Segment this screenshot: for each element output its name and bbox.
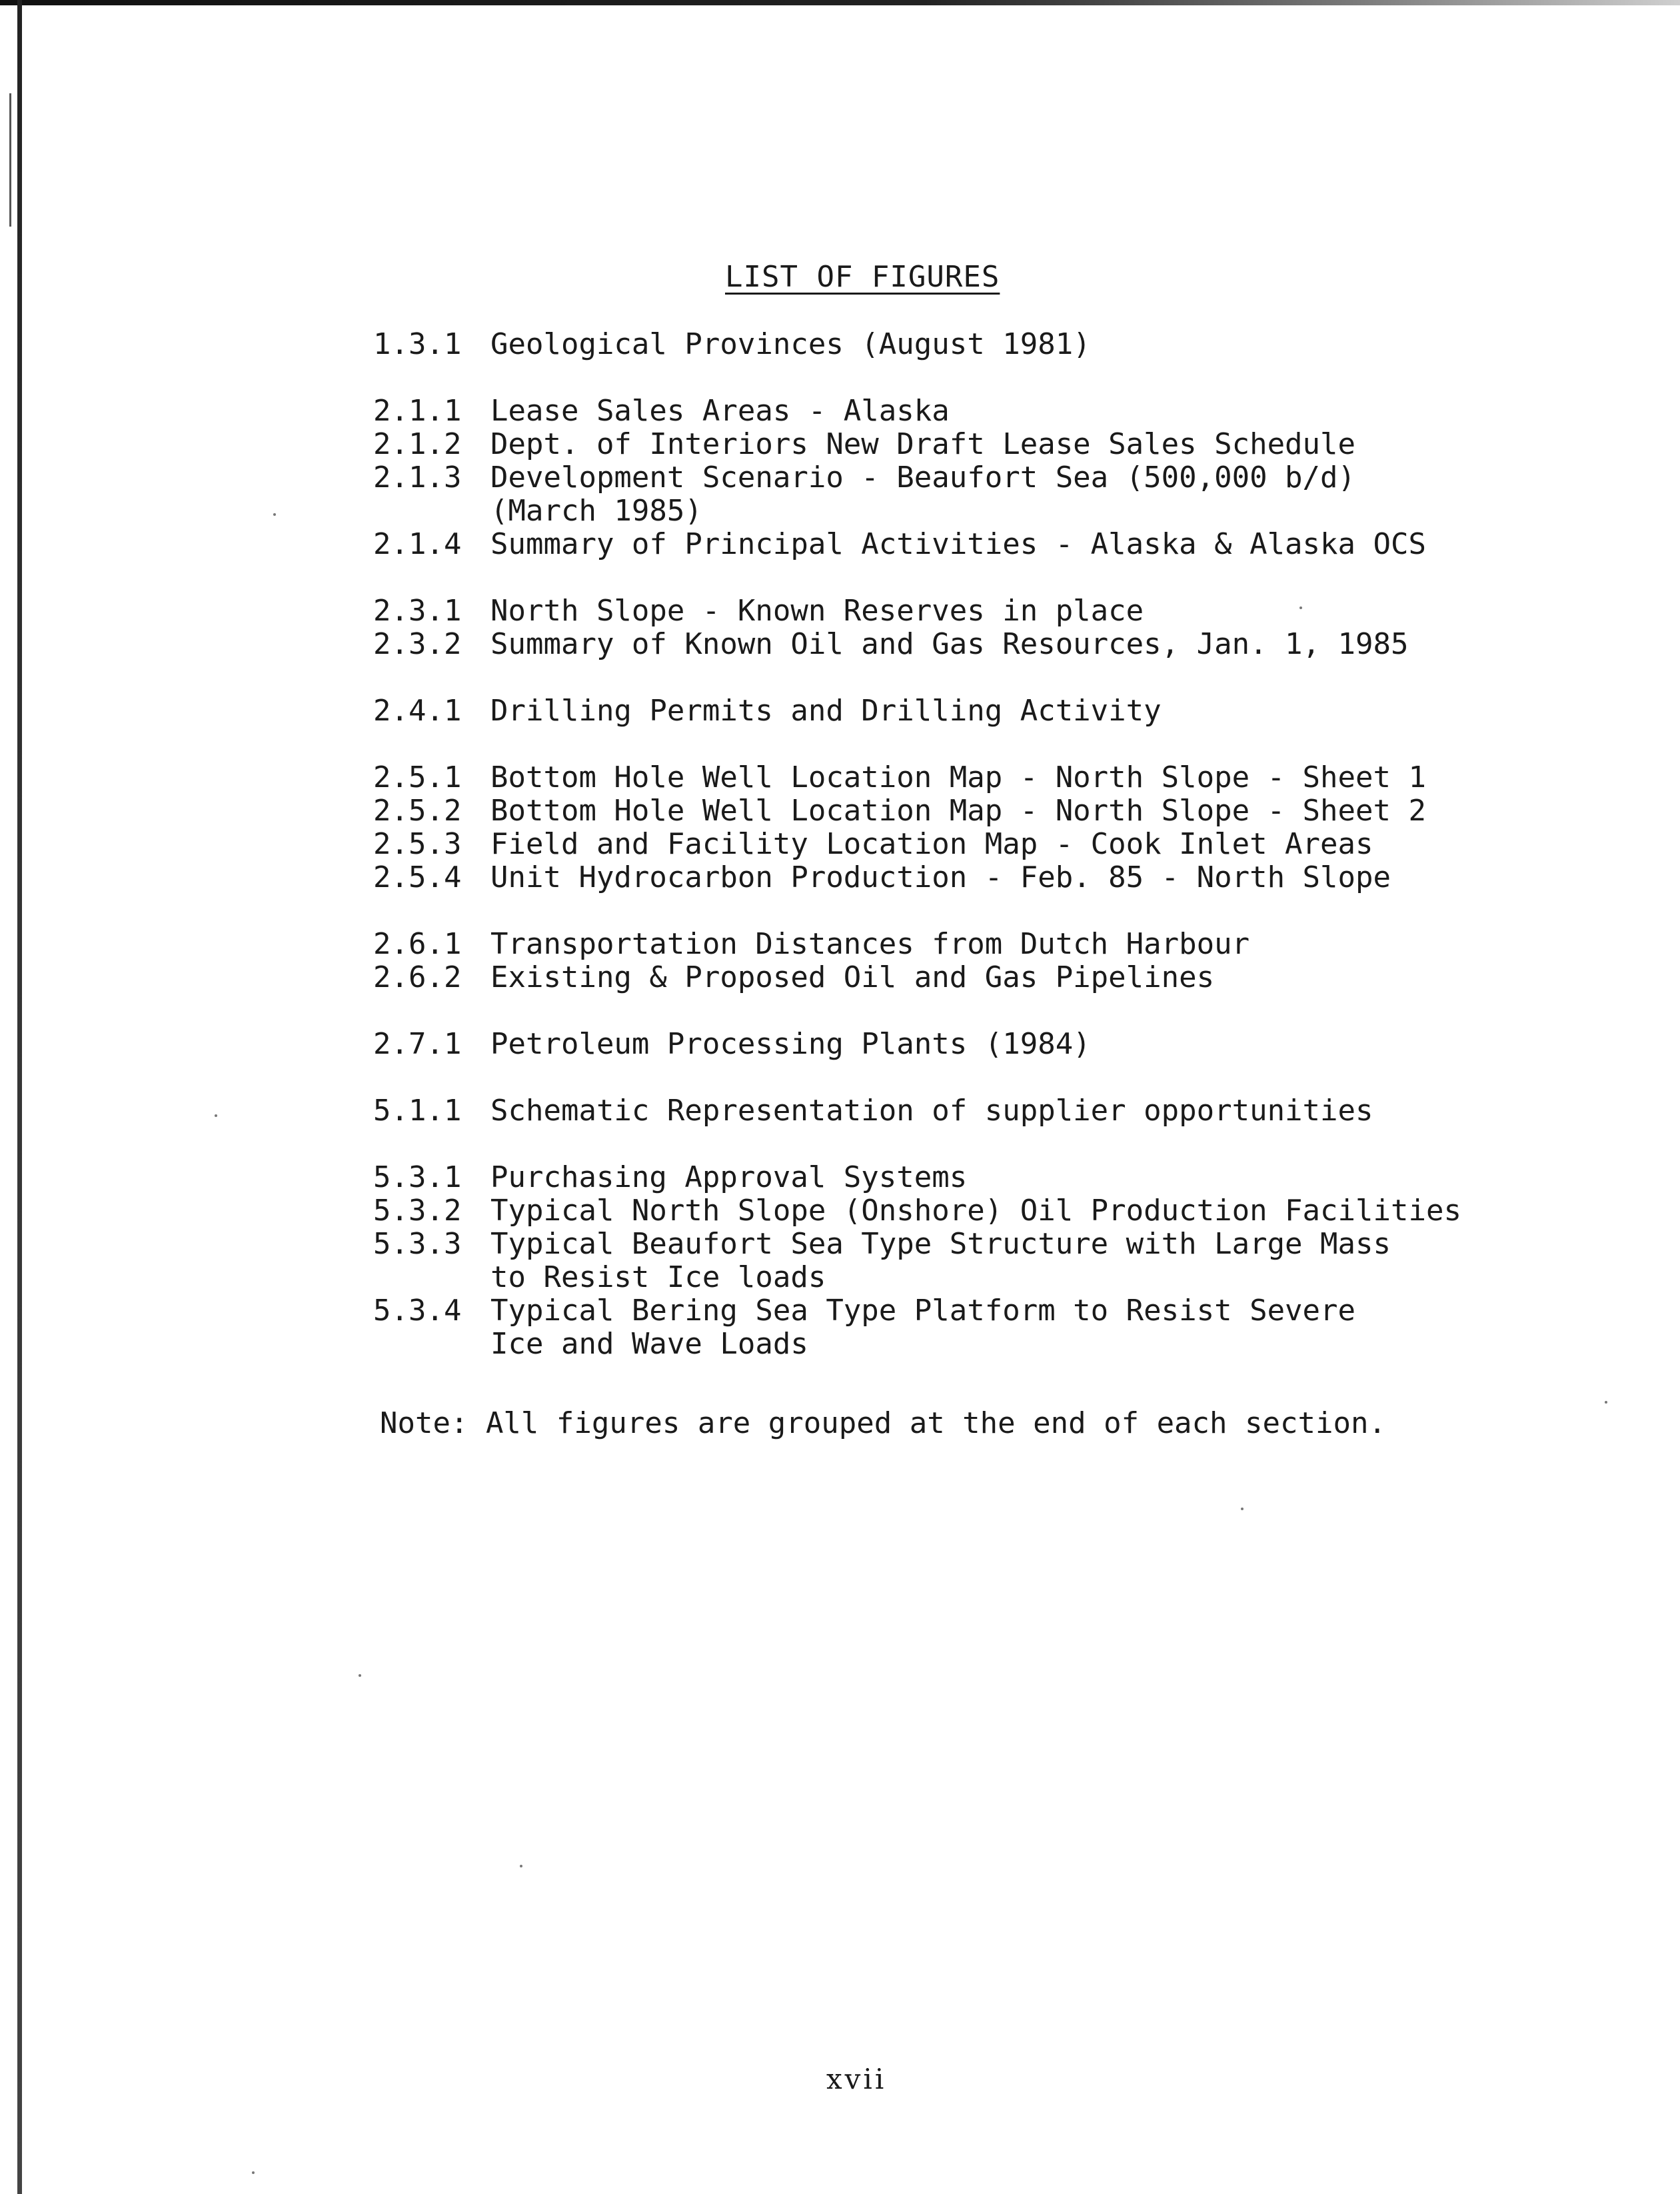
figure-title-line: Schematic Representation of supplier opportunities — [490, 1094, 1373, 1128]
figure-title — [490, 794, 1466, 828]
figure-entry — [373, 628, 1466, 661]
figure-number: 1.3.1 — [373, 327, 462, 361]
scan-speck — [1605, 1401, 1607, 1404]
figure-entry — [373, 1094, 1466, 1128]
figure-number: 2.4.1 — [373, 694, 462, 728]
figure-title-line: North Slope - Known Reserves in place — [490, 594, 1144, 628]
figure-title-line: Petroleum Processing Plants (1984) — [490, 1027, 1091, 1061]
figure-entry — [373, 428, 1466, 461]
scan-speck — [215, 1114, 217, 1117]
figure-group — [373, 1161, 1466, 1361]
left-scan-border — [17, 0, 22, 2194]
page-number: xvii — [826, 2063, 887, 2095]
figure-group — [373, 395, 1466, 561]
figure-number: 2.7.1 — [373, 1027, 462, 1061]
figure-title — [490, 428, 1466, 461]
figure-entry — [373, 761, 1466, 794]
figure-title-line: Existing & Proposed Oil and Gas Pipelines — [490, 960, 1215, 994]
figure-title-line: Development Scenario - Beaufort Sea (500,000 b/d) — [490, 461, 1356, 495]
figure-title-line: to Resist Ice loads — [490, 1260, 826, 1294]
figure-title-line: Summary of Known Oil and Gas Resources, Jan. 1, 1985 — [490, 627, 1409, 661]
figure-title — [490, 1294, 1466, 1361]
figure-entry — [373, 594, 1466, 628]
figure-entry — [373, 928, 1466, 961]
figure-title-line: Transportation Distances from Dutch Harbour — [490, 927, 1250, 961]
figure-entry — [373, 794, 1466, 828]
figure-group — [373, 928, 1466, 994]
scan-speck — [273, 513, 276, 516]
figure-title — [490, 628, 1466, 661]
figure-number: 2.1.4 — [373, 527, 462, 561]
figure-title — [490, 861, 1466, 894]
figure-entry — [373, 461, 1466, 528]
figure-entry — [373, 1294, 1466, 1361]
figure-number: 5.3.2 — [373, 1194, 462, 1228]
figure-title-line: Typical Beaufort Sea Type Structure with Large Mass — [490, 1227, 1391, 1261]
figure-title-line: Bottom Hole Well Location Map - North Slope - Sheet 1 — [490, 760, 1426, 794]
figure-number: 2.5.3 — [373, 827, 462, 861]
figure-number: 2.3.1 — [373, 594, 462, 628]
figure-title — [490, 961, 1466, 994]
figure-entry — [373, 1028, 1466, 1061]
figure-title-line: Dept. of Interiors New Draft Lease Sales Schedule — [490, 427, 1356, 461]
figure-group — [373, 694, 1466, 728]
figure-title-line: Typical North Slope (Onshore) Oil Production Facilities — [490, 1194, 1461, 1228]
figure-title — [490, 461, 1466, 528]
figure-title-line: Typical Bering Sea Type Platform to Resist Severe — [490, 1294, 1356, 1328]
scan-speck — [252, 2171, 255, 2174]
figure-entry — [373, 528, 1466, 561]
figure-title-line: Geological Provinces (August 1981) — [490, 327, 1091, 361]
figure-title — [490, 828, 1466, 861]
figure-title-line: Unit Hydrocarbon Production - Feb. 85 - North Slope — [490, 860, 1391, 894]
page-title: LIST OF FIGURES — [725, 260, 1000, 294]
figure-number: 2.3.2 — [373, 627, 462, 661]
figure-number: 5.3.3 — [373, 1227, 462, 1261]
figure-title — [490, 694, 1466, 728]
figure-number: 2.6.2 — [373, 960, 462, 994]
figure-entry — [373, 1161, 1466, 1194]
figure-number: 2.6.1 — [373, 927, 462, 961]
figure-number: 2.1.3 — [373, 461, 462, 495]
figure-title-line: Purchasing Approval Systems — [490, 1160, 968, 1194]
figure-entry — [373, 961, 1466, 994]
figure-entry — [373, 328, 1466, 361]
figure-number: 2.5.1 — [373, 760, 462, 794]
figure-title-line: Summary of Principal Activities - Alaska & Alaska OCS — [490, 527, 1426, 561]
scan-speck — [1241, 1508, 1244, 1510]
figure-title — [490, 928, 1466, 961]
figure-title-line: Bottom Hole Well Location Map - North Slope - Sheet 2 — [490, 794, 1426, 828]
figure-group — [373, 761, 1466, 894]
figure-number: 2.5.4 — [373, 860, 462, 894]
figure-group — [373, 1094, 1466, 1128]
figure-title — [490, 328, 1466, 361]
figure-title — [490, 1161, 1466, 1194]
figure-title — [490, 1028, 1466, 1061]
figure-group — [373, 328, 1466, 361]
figure-title-line: Drilling Permits and Drilling Activity — [490, 694, 1162, 728]
figure-group — [373, 594, 1466, 661]
figure-entry — [373, 1194, 1466, 1228]
figure-title — [490, 761, 1466, 794]
figure-number: 5.3.4 — [373, 1294, 462, 1328]
figure-number: 2.1.2 — [373, 427, 462, 461]
figure-list — [373, 328, 1466, 1394]
figure-entry — [373, 694, 1466, 728]
figure-title — [490, 395, 1466, 428]
figure-entry — [373, 861, 1466, 894]
figure-title — [490, 594, 1466, 628]
scan-speck — [359, 1674, 361, 1677]
scan-speck — [520, 1865, 522, 1867]
figure-title — [490, 528, 1466, 561]
figure-title — [490, 1194, 1466, 1228]
figure-entry — [373, 395, 1466, 428]
figure-group — [373, 1028, 1466, 1061]
figure-number: 2.5.2 — [373, 794, 462, 828]
left-scan-mark — [9, 93, 11, 227]
figure-title-line: Lease Sales Areas - Alaska — [490, 394, 950, 428]
figure-number: 5.3.1 — [373, 1160, 462, 1194]
top-scan-border — [0, 0, 1680, 5]
figure-number: 2.1.1 — [373, 394, 462, 428]
figure-number: 5.1.1 — [373, 1094, 462, 1128]
figure-title — [490, 1094, 1466, 1128]
figure-title — [490, 1228, 1466, 1294]
note-text: Note: All figures are grouped at the end of each section. — [380, 1406, 1386, 1440]
figure-title-line: (March 1985) — [490, 494, 702, 528]
figure-entry — [373, 828, 1466, 861]
figure-title-line: Field and Facility Location Map - Cook Inlet Areas — [490, 827, 1373, 861]
figure-title-line: Ice and Wave Loads — [490, 1327, 808, 1361]
figure-entry — [373, 1228, 1466, 1294]
